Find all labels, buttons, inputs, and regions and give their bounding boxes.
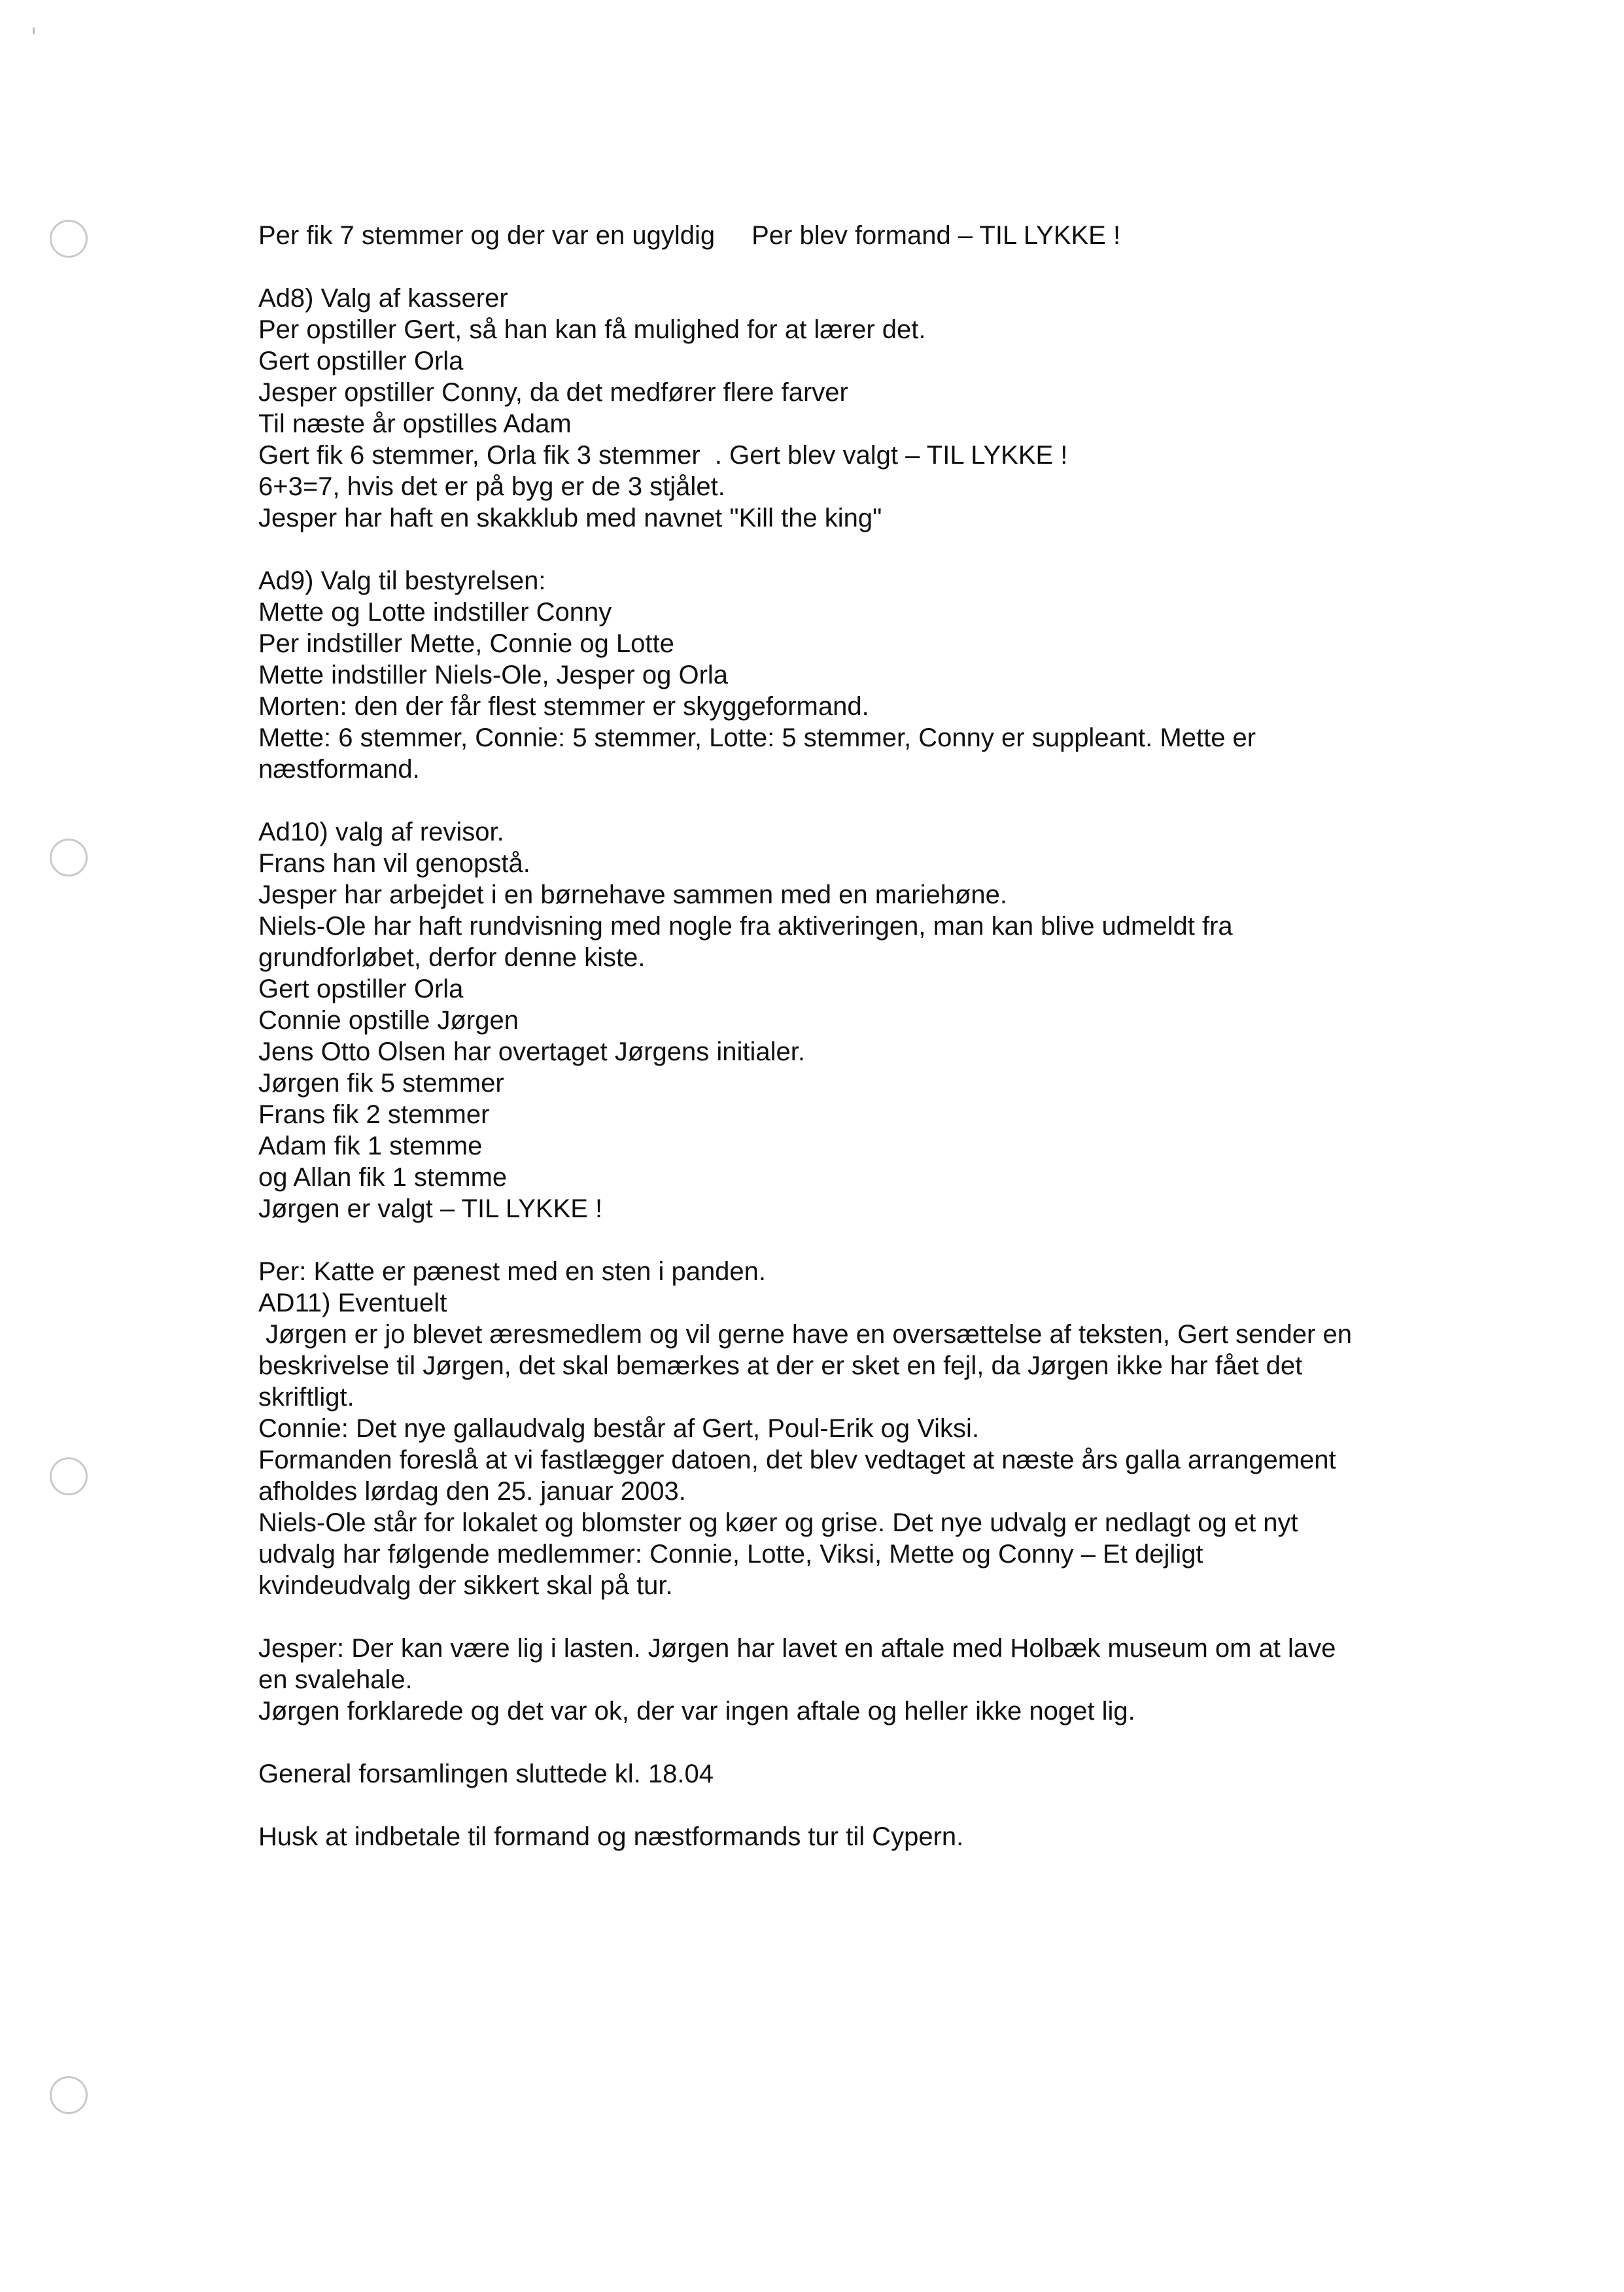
paragraph-gap [258, 785, 1409, 816]
punch-hole-1 [50, 220, 88, 258]
section-ad9-line: Mette: 6 stemmer, Connie: 5 stemmer, Lotte: 5 stemmer, Conny er suppleant. Mette er [258, 723, 1256, 752]
section-ad10-line: Niels-Ole har haft rundvisning med nogle fra aktiveringen, man kan blive udmeldt fra [258, 912, 1233, 941]
jesper-line: Jørgen forklarede og det var ok, der var ingen aftale og heller ikke noget lig. [258, 1697, 1135, 1726]
section-ad11-line: udvalg har følgende medlemmer: Connie, Lotte, Viksi, Mette og Conny – Et dejligt [258, 1540, 1203, 1569]
document-body [258, 220, 1409, 1852]
section-ad11-line: Formanden foreslå at vi fastlægger datoen, det blev vedtaget at næste års galla arrangement [258, 1446, 1336, 1474]
jesper-line: en svalehale. [258, 1665, 413, 1694]
section-ad10-line: Jesper har arbejdet i en børnehave sammen med en mariehøne. [258, 880, 1008, 909]
section-ad8-line: Gert fik 6 stemmer, Orla fik 3 stemmer . Gert blev valgt – TIL LYKKE ! [258, 441, 1068, 470]
payment-reminder-line: Husk at indbetale til formand og næstformands tur til Cypern. [258, 1822, 964, 1851]
chairman-elected-text: Per blev formand – TIL LYKKE ! [752, 221, 1121, 250]
jesper-line: Jesper: Der kan være lig i lasten. Jørgen har lavet en aftale med Holbæk museum om at lave [258, 1634, 1336, 1663]
section-ad8-line: Per opstiller Gert, så han kan få mulighed for at lærer det. [258, 315, 926, 344]
punch-hole-2 [50, 839, 88, 877]
section-ad11-line: Per: Katte er pænest med en sten i panden. [258, 1257, 767, 1286]
paragraph-gap [258, 1790, 1409, 1821]
section-ad10-line: Connie opstille Jørgen [258, 1006, 519, 1035]
section-ad11 [258, 1256, 1409, 1601]
section-ad11-line: Jørgen er jo blevet æresmedlem og vil gerne have en oversættelse af teksten, Gert sender en [258, 1320, 1352, 1349]
section-jesper [258, 1633, 1409, 1727]
section-ad8 [258, 283, 1409, 534]
section-ad10-line: Adam fik 1 stemme [258, 1132, 483, 1160]
meeting-closing-line: General forsamlingen sluttede kl. 18.04 [258, 1760, 714, 1788]
section-ad10-line: Jens Otto Olsen har overtaget Jørgens initialer. [258, 1037, 805, 1066]
section-ad9-line: Morten: den der får flest stemmer er skyggeformand. [258, 692, 869, 721]
section-ad11-heading: AD11) Eventuelt [258, 1289, 447, 1317]
section-ad10-line: Frans han vil genopstå. [258, 849, 530, 878]
vote-count-text: Per fik 7 stemmer og der var en ugyldig [258, 221, 716, 250]
paragraph-gap [258, 1601, 1409, 1633]
punch-hole-4 [50, 2076, 88, 2114]
section-ad10-heading: Ad10) valg af revisor. [258, 818, 504, 846]
section-ad10-line: Jørgen fik 5 stemmer [258, 1069, 504, 1098]
section-ad11-line: Niels-Ole står for lokalet og blomster og køer og grise. Det nye udvalg er nedlagt og et nyt [258, 1508, 1298, 1537]
section-ad9-line: Mette og Lotte indstiller Conny [258, 598, 612, 627]
section-ad11-line: beskrivelse til Jørgen, det skal bemærkes at der er sket en fejl, da Jørgen ikke har fået det [258, 1351, 1303, 1380]
section-ad8-line: Gert opstiller Orla [258, 347, 464, 375]
section-ad8-line: Jesper opstiller Conny, da det medfører flere farver [258, 378, 848, 407]
paragraph-gap [258, 1224, 1409, 1256]
section-ad8-line: Jesper har haft en skakklub med navnet "Kill the king" [258, 504, 882, 532]
section-ad11-line: skriftligt. [258, 1383, 354, 1412]
section-ad8-line: 6+3=7, hvis det er på byg er de 3 stjålet. [258, 472, 725, 501]
paragraph-gap [258, 1727, 1409, 1758]
section-ad11-line: afholdes lørdag den 25. januar 2003. [258, 1477, 686, 1506]
section-ad11-line: Connie: Det nye gallaudvalg består af Gert, Poul-Erik og Viksi. [258, 1414, 980, 1443]
paragraph-gap [258, 534, 1409, 565]
section-ad10-line: grundforløbet, derfor denne kiste. [258, 943, 646, 972]
section-ad9-line: Per indstiller Mette, Connie og Lotte [258, 629, 674, 658]
section-ad8-line: Til næste år opstilles Adam [258, 409, 572, 438]
paragraph-gap [258, 251, 1409, 283]
section-ad10-line: Gert opstiller Orla [258, 975, 464, 1003]
section-ad9-heading: Ad9) Valg til bestyrelsen: [258, 566, 546, 595]
section-ad9 [258, 565, 1409, 785]
section-ad8-heading: Ad8) Valg af kasserer [258, 284, 508, 313]
punch-hole-3 [50, 1457, 88, 1495]
section-ad10-line: og Allan fik 1 stemme [258, 1163, 508, 1192]
section-ad9-line: næstformand. [258, 755, 420, 784]
section-ad11-line: kvindeudvalg der sikkert skal på tur. [258, 1571, 673, 1600]
section-ad9-line: Mette indstiller Niels-Ole, Jesper og Orla [258, 661, 729, 689]
section-ad10 [258, 816, 1409, 1224]
scan-speck [33, 27, 35, 34]
section-ad10-line: Frans fik 2 stemmer [258, 1100, 490, 1129]
section-ad10-line: Jørgen er valgt – TIL LYKKE ! [258, 1194, 603, 1223]
election-result-line [258, 220, 1409, 251]
